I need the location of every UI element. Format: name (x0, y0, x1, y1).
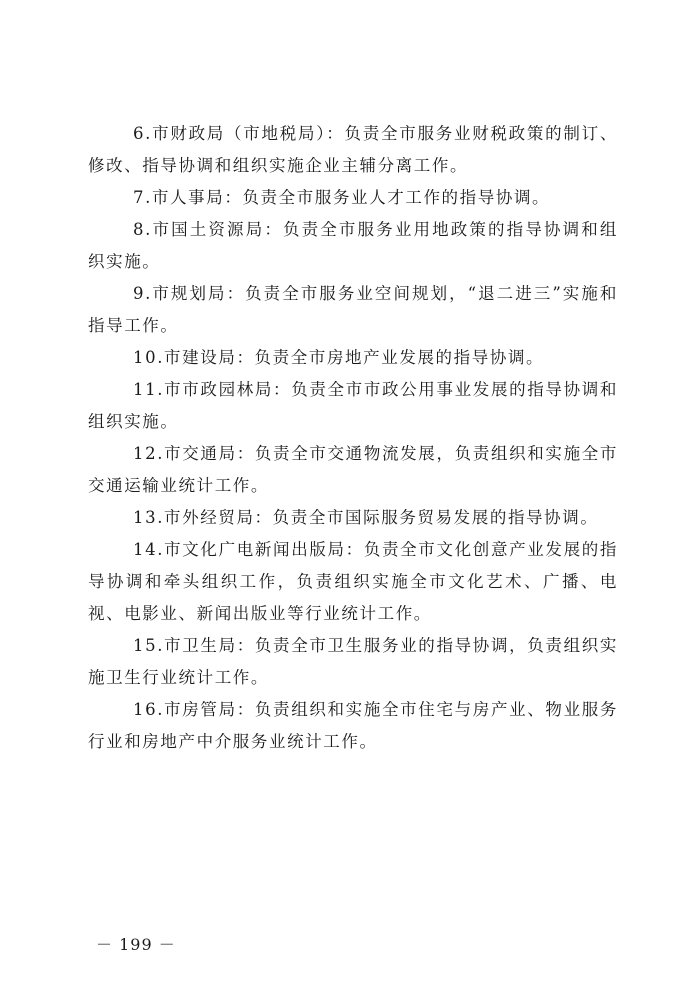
paragraph-item-7: 7.市人事局：负责全市服务业人才工作的指导协调。 (133, 188, 551, 207)
paragraph-item-10: 10.市建设局：负责全市房地产业发展的指导协调。 (133, 348, 545, 367)
document-body (88, 118, 618, 758)
paragraph-item-14: 14.市文化广电新闻出版局：负责全市文化创意产业发展的指导协调和牵头组织工作，负责组织实施全市文化艺术、广播、电视、电影业、新闻出版业等行业统计工作。 (88, 540, 618, 623)
paragraph-item-6: 6.市财政局（市地税局）：负责全市服务业财税政策的制订、修改、指导协调和组织实施企业主辅分离工作。 (88, 124, 618, 175)
paragraph-item-16: 16.市房管局：负责组织和实施全市住宅与房产业、物业服务行业和房地产中介服务业统计工作。 (88, 700, 618, 751)
paragraph-item-9: 9.市规划局：负责全市服务业空间规划，“退二进三”实施和指导工作。 (88, 284, 618, 335)
page-number: － 199 － (96, 935, 176, 954)
paragraph-item-13: 13.市外经贸局：负责全市国际服务贸易发展的指导协调。 (133, 508, 599, 527)
paragraph-item-8: 8.市国土资源局：负责全市服务业用地政策的指导协调和组织实施。 (88, 220, 618, 271)
paragraph-item-12: 12.市交通局：负责全市交通物流发展，负责组织和实施全市交通运输业统计工作。 (88, 444, 618, 495)
paragraph-item-15: 15.市卫生局：负责全市卫生服务业的指导协调，负责组织实施卫生行业统计工作。 (88, 636, 618, 687)
paragraph-item-11: 11.市市政园林局：负责全市市政公用事业发展的指导协调和组织实施。 (88, 380, 618, 431)
